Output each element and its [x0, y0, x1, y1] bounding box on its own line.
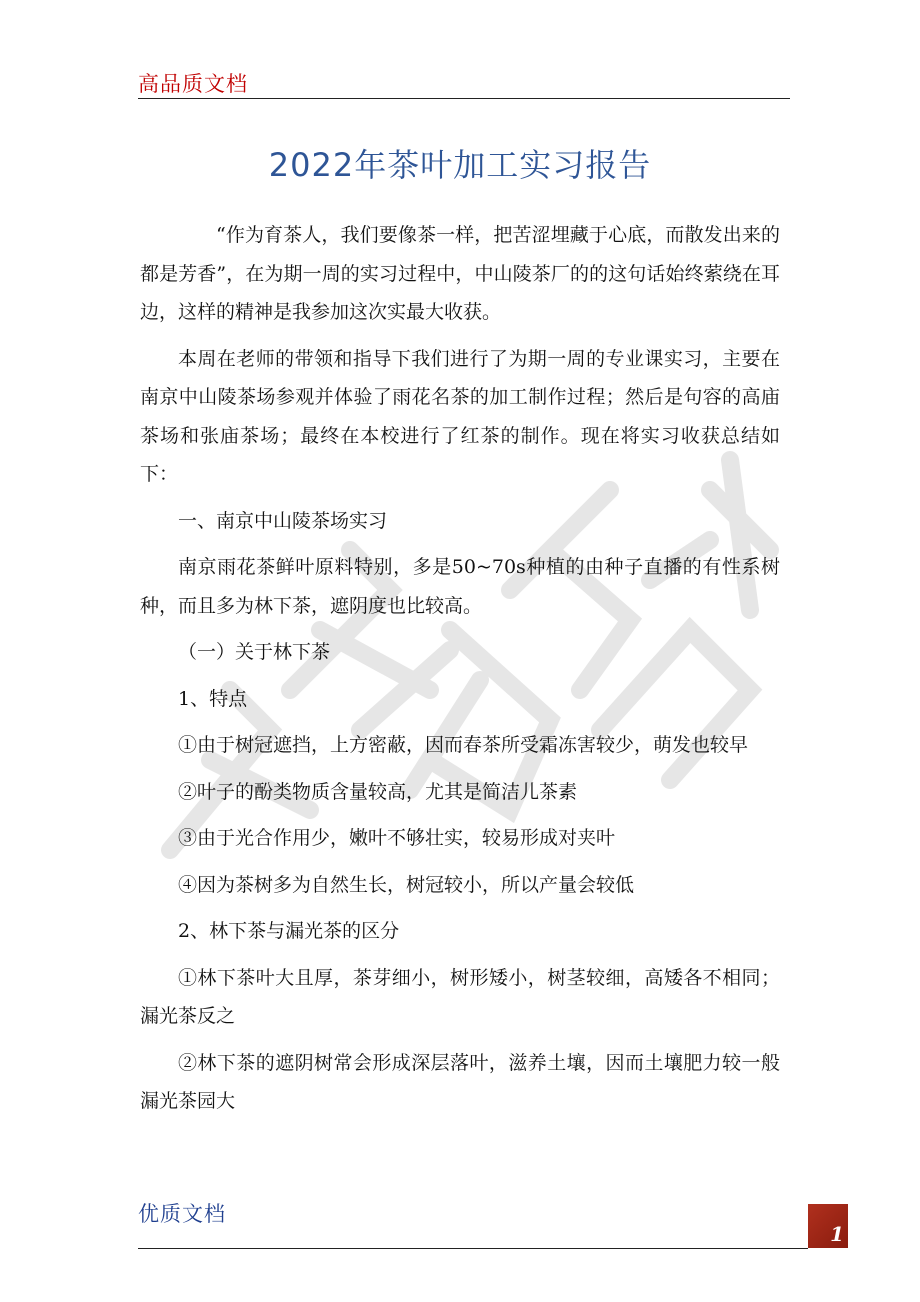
footer-label: 优质文档: [138, 1202, 226, 1226]
paragraph: 南京雨花茶鲜叶原料特别，多是50~70s种植的由种子直播的有性系树种，而且多为林下茶，遮阴度也比较高。: [140, 556, 780, 617]
header-label: 高品质文档: [138, 72, 248, 96]
list-item: ④因为茶树多为自然生长，树冠较小，所以产量会较低: [178, 873, 635, 896]
document-title: 2022年茶叶加工实习报告: [268, 146, 652, 184]
page-header: [138, 66, 790, 99]
page-number: 1: [830, 1222, 844, 1246]
list-heading: 2、林下茶与漏光茶的区分: [178, 920, 400, 942]
list-item: ②叶子的酚类物质含量较高，尤其是简洁儿茶素: [178, 780, 578, 803]
list-item: ①由于树冠遮挡，上方密蔽，因而春茶所受霜冻害较少，萌发也较早: [178, 734, 749, 756]
list-item: ①林下茶叶大且厚，茶芽细小，树形矮小，树茎较细，高矮各不相同；漏光茶反之: [140, 966, 780, 1027]
section-heading: 一、南京中山陵茶场实习: [178, 509, 388, 532]
subsection-heading: （一）关于林下茶: [178, 641, 331, 663]
page-number-badge: [808, 1204, 848, 1248]
paragraph: 本周在老师的带领和指导下我们进行了为期一周的专业课实习，主要在南京中山陵茶场参观并体验了雨花名茶的加工制作过程；然后是句容的高庙茶场和张庙茶场；最终在本校进行了红茶的制作。现在将实习收获总结如下：: [140, 347, 780, 485]
footer-divider: [138, 1248, 808, 1249]
list-item: ③由于光合作用少，嫩叶不够壮实，较易形成对夹叶: [178, 827, 616, 849]
list-item: ②林下茶的遮阴树常会形成深层落叶，滋养土壤，因而土壤肥力较一般漏光茶园大: [140, 1051, 780, 1112]
paragraph: “作为育茶人，我们要像茶一样，把苦涩埋藏于心底，而散发出来的都是芳香”，在为期一周的实习过程中，中山陵茶厂的的这句话始终萦绕在耳边，这样的精神是我参加这次实最大收获。: [140, 224, 780, 323]
document-body: [140, 216, 780, 1129]
list-heading: 1、特点: [178, 687, 248, 710]
